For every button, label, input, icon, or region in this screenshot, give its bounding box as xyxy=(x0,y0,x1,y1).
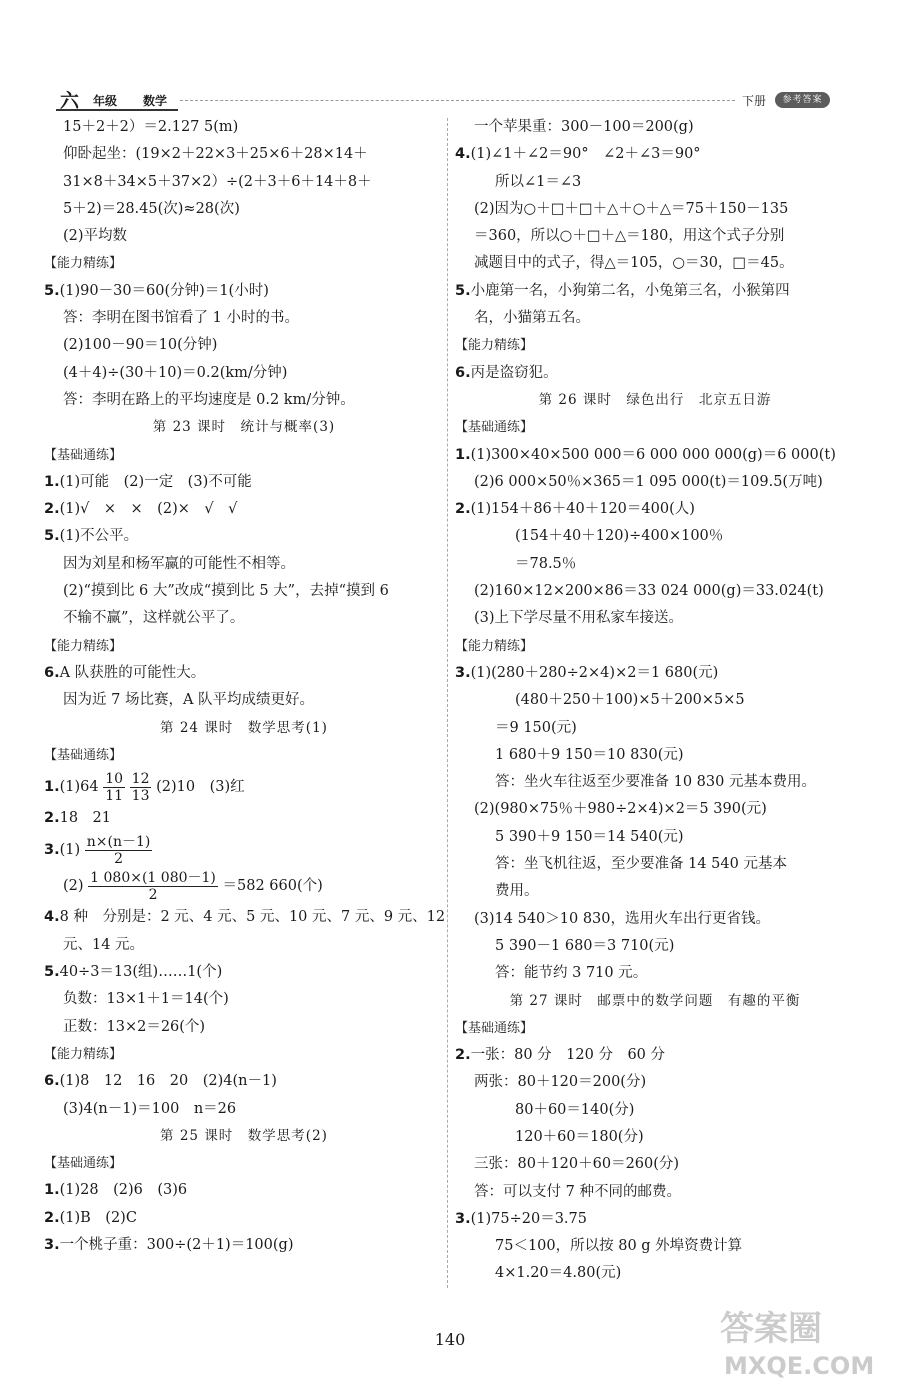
answer-line xyxy=(44,769,444,805)
answer-text: 一张：80 分 120 分 60 分 xyxy=(470,1047,666,1064)
question-number: 4. xyxy=(455,146,471,163)
question-number: 2. xyxy=(44,501,60,518)
page-header xyxy=(0,0,900,112)
watermark-title: 答案圈 xyxy=(720,1309,822,1349)
subject-label: 数学 xyxy=(143,94,168,108)
right-column xyxy=(455,114,855,1288)
answer-text: (1)154＋86＋40＋120＝400(人) xyxy=(470,501,695,518)
answer-line: (2)160×12×200×86＝33 024 000(g)＝33.024(t) xyxy=(474,583,824,600)
answer-line xyxy=(455,278,855,305)
answer-text: (2)10 (3)红 xyxy=(156,779,245,796)
answer-line xyxy=(44,904,444,931)
answer-line: (2)“摸到比 6 大”改成“摸到比 5 大”，去掉“摸到 6 xyxy=(63,583,389,600)
answer-line: 三张：80＋120＋60＝260(分) xyxy=(474,1156,680,1173)
question-number: 2. xyxy=(455,1047,471,1064)
section-tag: 【基础通练】 xyxy=(44,1156,123,1172)
fraction xyxy=(130,771,152,804)
answer-text: ＝582 660(个) xyxy=(222,878,323,895)
lesson-title: 第 26 课时 绿色出行 北京五日游 xyxy=(538,391,772,408)
numerator: n×(n－1) xyxy=(86,833,151,850)
answer-line: 15＋2＋2）＝2.127 5(m) xyxy=(63,119,239,135)
lesson-title: 第 25 课时 数学思考(2) xyxy=(160,1127,328,1144)
page-number: 140 xyxy=(434,1330,466,1349)
section-tag: 【能力精练】 xyxy=(44,1046,123,1062)
answer-text: (1)90－30＝60(分钟)＝1(小时) xyxy=(59,282,269,299)
answer-line xyxy=(455,660,855,687)
answer-text: (1)可能 (2)一定 (3)不可能 xyxy=(59,473,252,490)
left-column xyxy=(44,114,444,1259)
answer-text: (1)√ × × (2)× √ √ xyxy=(59,501,238,518)
section-tag: 【基础通练】 xyxy=(44,747,123,763)
answer-line xyxy=(44,523,444,550)
answer-line xyxy=(44,805,444,832)
answer-line: 4×1.20＝4.80(元) xyxy=(495,1265,622,1282)
answer-line xyxy=(455,360,855,387)
answer-line: 80＋60＝140(分) xyxy=(515,1101,635,1118)
question-number: 3. xyxy=(455,664,471,681)
question-number: 1. xyxy=(44,1182,60,1199)
answer-text: 40÷3＝13(组)……1(个) xyxy=(59,964,223,981)
answer-line: (2)100－90＝10(分钟) xyxy=(63,337,218,354)
question-number: 2. xyxy=(44,810,60,827)
grade-label: 年级 xyxy=(93,94,118,108)
answer-text: (1)300×40×500 000＝6 000 000 000(g)＝6 000(t) xyxy=(470,446,836,463)
answer-line xyxy=(455,496,855,523)
question-number: 1. xyxy=(455,446,471,463)
denominator: 13 xyxy=(131,787,150,804)
numerator: 10 xyxy=(105,770,124,787)
answer-line xyxy=(44,496,444,523)
denominator: 2 xyxy=(114,850,124,867)
answer-line: 5 390－1 680＝3 710(元) xyxy=(495,937,675,954)
answer-line: 答：可以支付 7 种不同的邮费。 xyxy=(474,1183,681,1200)
answer-text: 小鹿第一名，小狗第二名，小兔第三名，小猴第四 xyxy=(470,282,790,299)
answer-key-badge: 参考答案 xyxy=(775,92,830,108)
answer-line: 31×8＋34×5＋37×2）÷(2＋3＋6＋14＋8＋ xyxy=(63,173,372,190)
question-number: 5. xyxy=(455,282,471,299)
answer-line: (3)上下学尽量不用私家车接送。 xyxy=(474,610,684,627)
answer-line: 名，小猫第五名。 xyxy=(474,310,590,327)
question-number: 3. xyxy=(44,1236,60,1253)
question-number: 5. xyxy=(44,282,60,299)
answer-text: (1) xyxy=(59,842,81,859)
question-number: 4. xyxy=(44,909,60,926)
answer-line xyxy=(44,1205,444,1232)
lesson-title: 第 27 课时 邮票中的数学问题 有趣的平衡 xyxy=(509,992,801,1009)
question-number: 6. xyxy=(44,664,60,681)
question-number: 3. xyxy=(455,1210,471,1227)
answer-text: (1)8 12 16 20 (2)4(n－1) xyxy=(59,1073,277,1090)
answer-line: 答：能节约 3 710 元。 xyxy=(495,965,648,982)
answer-line: 正数：13×2＝26(个) xyxy=(63,1018,206,1035)
answer-line: 费用。 xyxy=(495,883,539,900)
answer-line xyxy=(44,959,444,986)
answer-line: 一个苹果重：300－100＝200(g) xyxy=(474,119,694,135)
answer-line: 答：李明在图书馆看了 1 小时的书。 xyxy=(63,310,299,327)
answer-text: A 队获胜的可能性大。 xyxy=(59,664,206,681)
answer-line: 因为近 7 场比赛，A 队平均成绩更好。 xyxy=(63,692,315,709)
denominator: 2 xyxy=(148,886,158,903)
fraction xyxy=(103,771,125,804)
answer-line xyxy=(455,141,855,168)
volume-label: 下册 xyxy=(742,94,767,108)
answer-line: 75＜100，所以按 80 g 外埠资费计算 xyxy=(495,1238,743,1255)
answer-line: 减题目中的式子，得△＝105，○＝30，□＝45。 xyxy=(474,255,794,272)
answer-line: (154＋40＋120)÷400×100％ xyxy=(515,528,724,545)
denominator: 11 xyxy=(105,787,124,804)
answer-line: 答：李明在路上的平均速度是 0.2 km/分钟。 xyxy=(63,391,355,408)
fraction xyxy=(85,834,153,867)
column-divider xyxy=(447,118,448,1288)
section-tag: 【基础通练】 xyxy=(455,1020,534,1036)
answer-line: (3)14 540＞10 830，选用火车出行更省钱。 xyxy=(474,910,771,927)
answer-text: (2) xyxy=(63,878,84,895)
answer-line xyxy=(44,1232,444,1259)
fraction xyxy=(88,870,218,903)
answer-line: (2)(980×75％＋980÷2×4)×2＝5 390(元) xyxy=(474,801,767,818)
answer-text: (1)28 (2)6 (3)6 xyxy=(59,1182,188,1199)
answer-line xyxy=(455,1206,855,1233)
numerator: 12 xyxy=(131,770,150,787)
answer-line xyxy=(44,469,444,496)
question-number: 3. xyxy=(44,842,60,859)
answer-text: (1)75÷20＝3.75 xyxy=(470,1210,587,1227)
question-number: 1. xyxy=(44,473,60,490)
lesson-title: 第 23 课时 统计与概率(3) xyxy=(152,419,336,436)
question-number: 5. xyxy=(44,964,60,981)
lesson-title: 第 24 课时 数学思考(1) xyxy=(160,719,328,736)
watermark-url: MXQE.COM xyxy=(724,1352,875,1380)
answer-text: 丙是盗窃犯。 xyxy=(470,364,558,381)
section-tag: 【能力精练】 xyxy=(455,338,534,354)
section-tag: 【能力精练】 xyxy=(455,638,534,654)
question-number: 6. xyxy=(44,1073,60,1090)
answer-text: (1)B (2)C xyxy=(59,1209,137,1226)
answer-line: 5＋2)＝28.45(次)≈28(次) xyxy=(63,200,240,217)
section-tag: 【能力精练】 xyxy=(44,256,123,272)
question-number: 6. xyxy=(455,364,471,381)
section-tag: 【基础通练】 xyxy=(44,447,123,463)
answer-line: 5 390＋9 150＝14 540(元) xyxy=(495,828,684,845)
answer-line: 120＋60＝180(分) xyxy=(515,1128,644,1145)
answer-line: 因为刘星和杨军赢的可能性不相等。 xyxy=(63,555,295,572)
answer-line: 两张：80＋120＝200(分) xyxy=(474,1074,647,1091)
question-number: 5. xyxy=(44,528,60,545)
question-number: 2. xyxy=(44,1209,60,1226)
answer-text: 8 种 分别是：2 元、4 元、5 元、10 元、7 元、9 元、12 xyxy=(59,909,446,926)
grade-number: 六 xyxy=(60,90,80,112)
header-rule xyxy=(56,109,178,111)
answer-line xyxy=(44,1177,444,1204)
answer-line: 负数：13×1＋1＝14(个) xyxy=(63,991,229,1008)
answer-line: (2)6 000×50％×365＝1 095 000(t)＝109.5(万吨) xyxy=(474,473,823,490)
numerator: 1 080×(1 080－1) xyxy=(90,869,216,886)
answer-line: (4＋4)÷(30＋10)＝0.2(km/分钟) xyxy=(63,364,288,381)
answer-line xyxy=(455,1042,855,1069)
question-number: 1. xyxy=(44,779,60,796)
section-tag: 【能力精练】 xyxy=(44,638,123,654)
answer-text: (1)不公平。 xyxy=(59,528,139,545)
watermark-logo xyxy=(712,1300,882,1380)
answer-line: (480＋250＋100)×5＋200×5×5 xyxy=(515,692,745,709)
answer-line: 所以∠1＝∠3 xyxy=(495,173,582,190)
answer-text: 一个桃子重：300÷(2＋1)＝100(g) xyxy=(59,1236,294,1253)
answer-line: 元、14 元。 xyxy=(63,936,145,953)
section-tag: 【基础通练】 xyxy=(455,420,534,436)
question-number: 2. xyxy=(455,501,471,518)
answer-line: ＝78.5％ xyxy=(515,555,577,572)
header-dashed-rule xyxy=(180,100,735,101)
answer-line: 不输不赢”，这样就公平了。 xyxy=(63,610,245,627)
answer-line: ＝9 150(元) xyxy=(495,719,577,736)
answer-text: (1)64 xyxy=(59,779,99,796)
answer-line xyxy=(44,278,444,305)
answer-text: (1)∠1＋∠2＝90° ∠2＋∠3＝90° xyxy=(470,146,701,163)
answer-line: 1 680＋9 150＝10 830(元) xyxy=(495,746,684,763)
answer-line: 仰卧起坐：(19×2＋22×3＋25×6＋28×14＋ xyxy=(63,146,368,163)
answer-line xyxy=(44,1068,444,1095)
answer-line: 答：坐火车往返至少要准备 10 830 元基本费用。 xyxy=(495,774,816,791)
answer-line: (2)平均数 xyxy=(63,228,128,245)
answer-line xyxy=(455,442,855,469)
answer-line: (2)因为○＋□＋□＋△＋○＋△＝75＋150－135 xyxy=(474,200,789,217)
answer-line xyxy=(44,660,444,687)
answer-line: 答：坐飞机往返，至少要准备 14 540 元基本 xyxy=(495,856,787,873)
answer-line xyxy=(44,868,444,904)
answer-line: (3)4(n－1)＝100 n＝26 xyxy=(63,1100,237,1117)
answer-line xyxy=(44,832,444,868)
answer-text: 18 21 xyxy=(59,810,112,827)
answer-line: ＝360，所以○＋□＋△＝180，用这个式子分别 xyxy=(474,228,785,245)
answer-text: (1)(280＋280÷2×4)×2＝1 680(元) xyxy=(470,664,719,681)
